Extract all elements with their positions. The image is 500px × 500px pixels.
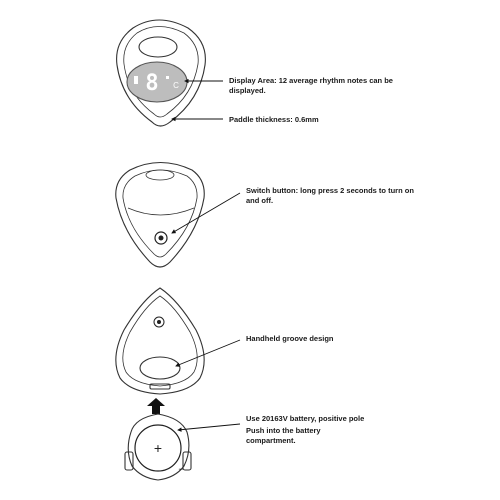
tuner-front-view xyxy=(117,20,206,126)
battery-annotation-line1: Use 20163V battery, positive pole xyxy=(246,414,365,423)
switch-button xyxy=(155,232,167,244)
handheld-groove-annotation: Handheld groove design xyxy=(246,334,334,343)
pointer-lines-view3 xyxy=(176,340,240,366)
pointer-lines-view2 xyxy=(172,193,240,233)
tuner-groove-view xyxy=(116,288,204,394)
display-digit: 8 xyxy=(145,71,159,96)
paddle-thickness-annotation: Paddle thickness: 0.6mm xyxy=(229,115,319,124)
battery-coin-cell xyxy=(135,425,184,474)
battery-negative-symbol: − xyxy=(178,464,184,474)
display-note-letter: C xyxy=(173,81,179,90)
tuner-back-view xyxy=(116,163,204,268)
battery-annotation-line2: Push into the battery compartment. xyxy=(246,426,321,445)
switch-button-annotation: Switch button: long press 2 seconds to turn on and off. xyxy=(246,186,414,205)
pointer-lines-view4 xyxy=(178,424,240,430)
button-small-icon xyxy=(154,317,164,327)
up-arrow-icon xyxy=(147,398,165,414)
display-area-annotation: Display Area: 12 average rhythm notes can be displayed. xyxy=(229,76,393,95)
battery-positive-symbol: + xyxy=(153,440,163,456)
